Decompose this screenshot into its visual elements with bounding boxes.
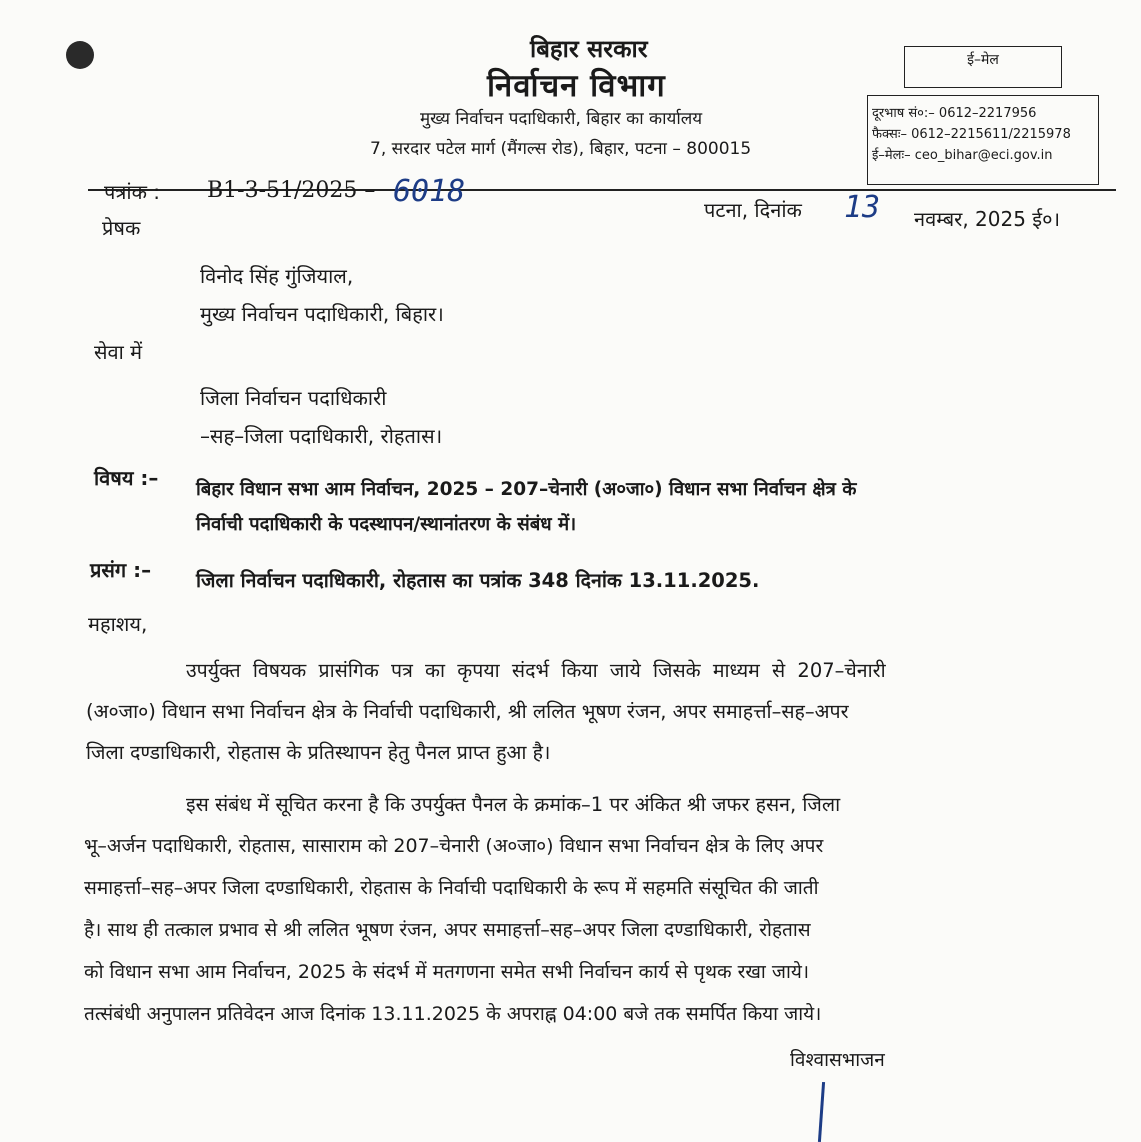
sender-label: प्रेषक bbox=[102, 216, 141, 240]
recipient-line2: –सह–जिला पदाधिकारी, रोहतास। bbox=[200, 424, 443, 448]
subject-label: विषय :– bbox=[94, 466, 159, 490]
salutation: महाशय, bbox=[88, 612, 148, 636]
reference-text: जिला निर्वाचन पदाधिकारी, रोहतास का पत्रांक 348 दिनांक 13.11.2025. bbox=[196, 569, 760, 592]
email-box-label: ई–मेल bbox=[967, 52, 999, 68]
para2-line6: तत्संबंधी अनुपालन प्रतिवेदन आज दिनांक 13.11.2025 के अपराह्न 04:00 बजे तक समर्पित किया जाये। bbox=[84, 1003, 822, 1025]
sender-designation: मुख्य निर्वाचन पदाधिकारी, बिहार। bbox=[200, 302, 444, 326]
contact-fax: फैक्सः– 0612–2215611/2215978 bbox=[872, 127, 1071, 142]
letterhead-government: बिहार सरकार bbox=[530, 35, 648, 63]
date-suffix: नवम्बर, 2025 ई०। bbox=[914, 207, 1061, 231]
place-date-prefix: पटना, दिनांक bbox=[704, 198, 802, 222]
handwritten-date-day: 13 bbox=[844, 190, 881, 225]
para2-line3: समाहर्त्ता–सह–अपर जिला दण्डाधिकारी, रोहतास के निर्वाची पदाधिकारी के रूप में सहमति संसूचित की जाती bbox=[84, 877, 819, 899]
letterhead-department: निर्वाचन विभाग bbox=[487, 68, 666, 104]
contact-box bbox=[867, 95, 1099, 185]
letterhead-address: 7, सरदार पटेल मार्ग (मैंगल्स रोड), बिहार, पटना – 800015 bbox=[370, 139, 752, 159]
para2-line4: है। साथ ही तत्काल प्रभाव से श्री ललित भूषण रंजन, अपर समाहर्त्ता–सह–अपर जिला दण्डाधिकारी, रोहतास bbox=[84, 919, 811, 941]
reference-label: प्रसंग :– bbox=[90, 558, 152, 582]
para1-line3: जिला दण्डाधिकारी, रोहतास के प्रतिस्थापन हेतु पैनल प्राप्त हुआ है। bbox=[86, 741, 551, 764]
email-box bbox=[904, 46, 1062, 88]
contact-email: ई–मेलः– ceo_bihar@eci.gov.in bbox=[872, 148, 1053, 163]
para1-line1: उपर्युक्त विषयक प्रासंगिक पत्र का कृपया संदर्भ किया जाये जिसके माध्यम से 207–चेनारी bbox=[186, 659, 886, 682]
sender-name: विनोद सिंह गुंजियाल, bbox=[200, 264, 354, 288]
recipient-label: सेवा में bbox=[94, 340, 143, 364]
subject-line2: निर्वाची पदाधिकारी के पदस्थापन/स्थानांतरण के संबंध में। bbox=[196, 514, 577, 535]
para1-line2: (अ०जा०) विधान सभा निर्वाचन क्षेत्र के निर्वाची पदाधिकारी, श्री ललित भूषण रंजन, अपर समाहर्त्ता–सह–अपर bbox=[86, 700, 849, 723]
letterhead-office: मुख्य निर्वाचन पदाधिकारी, बिहार का कार्यालय bbox=[420, 109, 703, 129]
subject-line1: बिहार विधान सभा आम निर्वाचन, 2025 – 207–चेनारी (अ०जा०) विधान सभा निर्वाचन क्षेत्र के bbox=[196, 479, 857, 500]
punch-hole bbox=[66, 41, 94, 69]
para2-line2: भू–अर्जन पदाधिकारी, रोहतास, सासाराम को 207–चेनारी (अ०जा०) विधान सभा निर्वाचन क्षेत्र के लिए अपर bbox=[84, 835, 824, 857]
handwritten-letter-number: 6018 bbox=[393, 174, 466, 209]
para2-line5: को विधान सभा आम निर्वाचन, 2025 के संदर्भ में मतगणना समेत सभी निर्वाचन कार्य से पृथक रखा जाये। bbox=[84, 961, 810, 983]
closing: विश्वासभाजन bbox=[790, 1049, 885, 1071]
contact-phone: दूरभाष सं०:– 0612–2217956 bbox=[872, 106, 1037, 121]
signature-stroke bbox=[818, 1082, 825, 1142]
para2-line1: इस संबंध में सूचित करना है कि उपर्युक्त पैनल के क्रमांक–1 पर अंकित श्री जफर हसन, जिला bbox=[186, 793, 841, 816]
recipient-line1: जिला निर्वाचन पदाधिकारी bbox=[200, 386, 387, 410]
letter-number: B1-3-51/2025 – bbox=[207, 178, 376, 203]
letter-number-label: पत्रांक : bbox=[104, 180, 161, 204]
